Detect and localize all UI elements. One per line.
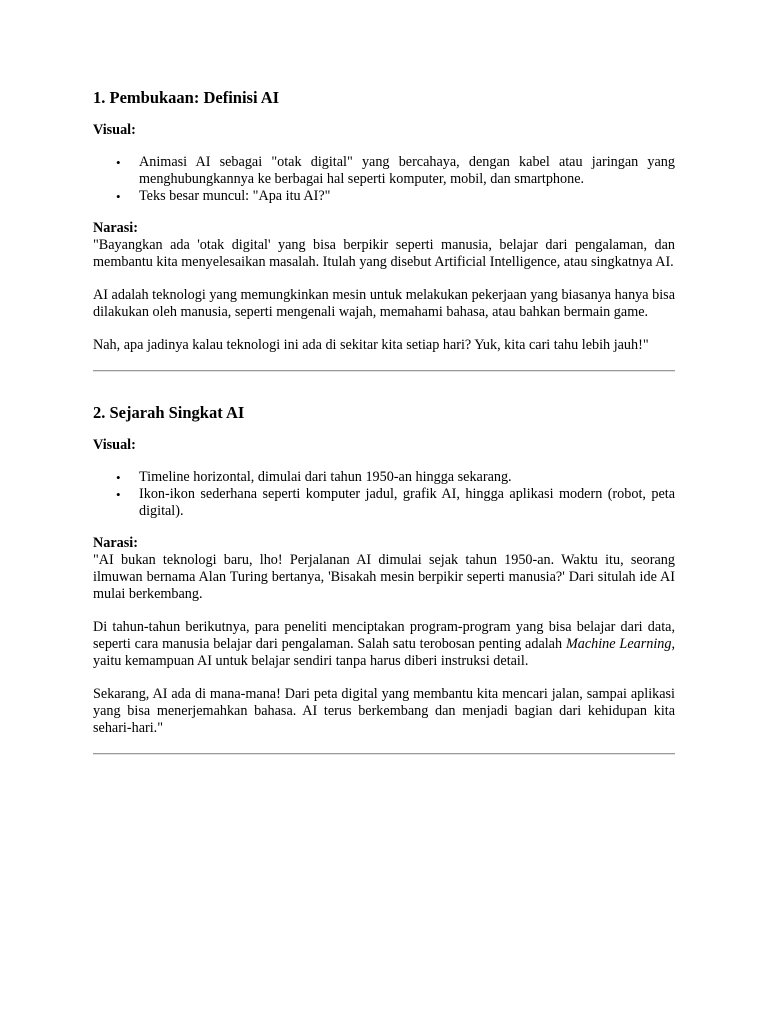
horizontal-divider: [93, 753, 675, 755]
bullet-icon: •: [116, 487, 121, 502]
narasi-paragraph: "Bayangkan ada 'otak digital' yang bisa berpikir seperti manusia, belajar dari pengalaman, dan membantu kita menyelesaikan masalah. Itulah yang disebut Artificial Intelligence, atau singkatnya AI.: [93, 237, 675, 270]
list-item-text: Timeline horizontal, dimulai dari tahun 1950-an hingga sekarang.: [139, 469, 512, 485]
list-item: [93, 188, 675, 205]
section-pembukaan: [93, 87, 675, 372]
document-content: [93, 87, 675, 785]
list-item: [93, 486, 675, 520]
visual-label: Visual:: [93, 122, 136, 138]
narasi-paragraph: Nah, apa jadinya kalau teknologi ini ada di sekitar kita setiap hari? Yuk, kita cari tahu lebih jauh!": [93, 337, 649, 353]
narasi-paragraph: "AI bukan teknologi baru, lho! Perjalanan AI dimulai sejak tahun 1950-an. Waktu itu, seorang ilmuwan bernama Alan Turing bertanya, 'Bisakah mesin berpikir seperti manusia?' Dari situlah ide AI mulai berkembang.: [93, 552, 675, 602]
list-item: [93, 154, 675, 188]
paragraph-text: Di tahun-tahun berikutnya, para peneliti menciptakan program-program yang bisa belajar dari data, seperti cara manusia belajar dari pengalaman. Salah satu terobosan penting adalah: [93, 619, 675, 652]
narasi-label: Narasi:: [93, 535, 138, 551]
section-sejarah: [93, 402, 675, 755]
bullet-icon: •: [116, 189, 121, 204]
visual-list: [93, 469, 675, 520]
horizontal-divider: [93, 370, 675, 372]
emphasis-term: Machine Learning: [565, 636, 672, 652]
narasi-paragraph: [93, 619, 675, 670]
list-item: [93, 469, 675, 486]
narasi-paragraph: AI adalah teknologi yang memungkinkan mesin untuk melakukan pekerjaan yang biasanya hanya bisa dilakukan oleh manusia, seperti mengenali wajah, memahami bahasa, atau bahkan bermain game.: [93, 287, 675, 320]
visual-label: Visual:: [93, 437, 136, 453]
narasi-paragraph: Sekarang, AI ada di mana-mana! Dari peta digital yang membantu kita mencari jalan, sampai aplikasi yang bisa menerjemahkan bahasa. AI terus berkembang dan menjadi bagian dari kehidupan kita sehari-hari.": [93, 686, 675, 736]
narasi-label: Narasi:: [93, 220, 138, 236]
section-title: 2. Sejarah Singkat AI: [93, 403, 245, 422]
list-item-text: Animasi AI sebagai "otak digital" yang bercahaya, dengan kabel atau jaringan yang menghubungkannya ke berbagai hal seperti komputer, mobil, dan smartphone.: [139, 154, 675, 187]
paragraph-text: , yaitu kemampuan AI untuk belajar sendiri tanpa harus diberi instruksi detail.: [93, 636, 675, 669]
bullet-icon: •: [116, 155, 121, 170]
section-title: 1. Pembukaan: Definisi AI: [93, 88, 280, 107]
bullet-icon: •: [116, 470, 121, 485]
list-item-text: Teks besar muncul: "Apa itu AI?": [139, 188, 331, 204]
list-item-text: Ikon-ikon sederhana seperti komputer jadul, grafik AI, hingga aplikasi modern (robot, peta digital).: [139, 486, 675, 519]
visual-list: [93, 154, 675, 205]
